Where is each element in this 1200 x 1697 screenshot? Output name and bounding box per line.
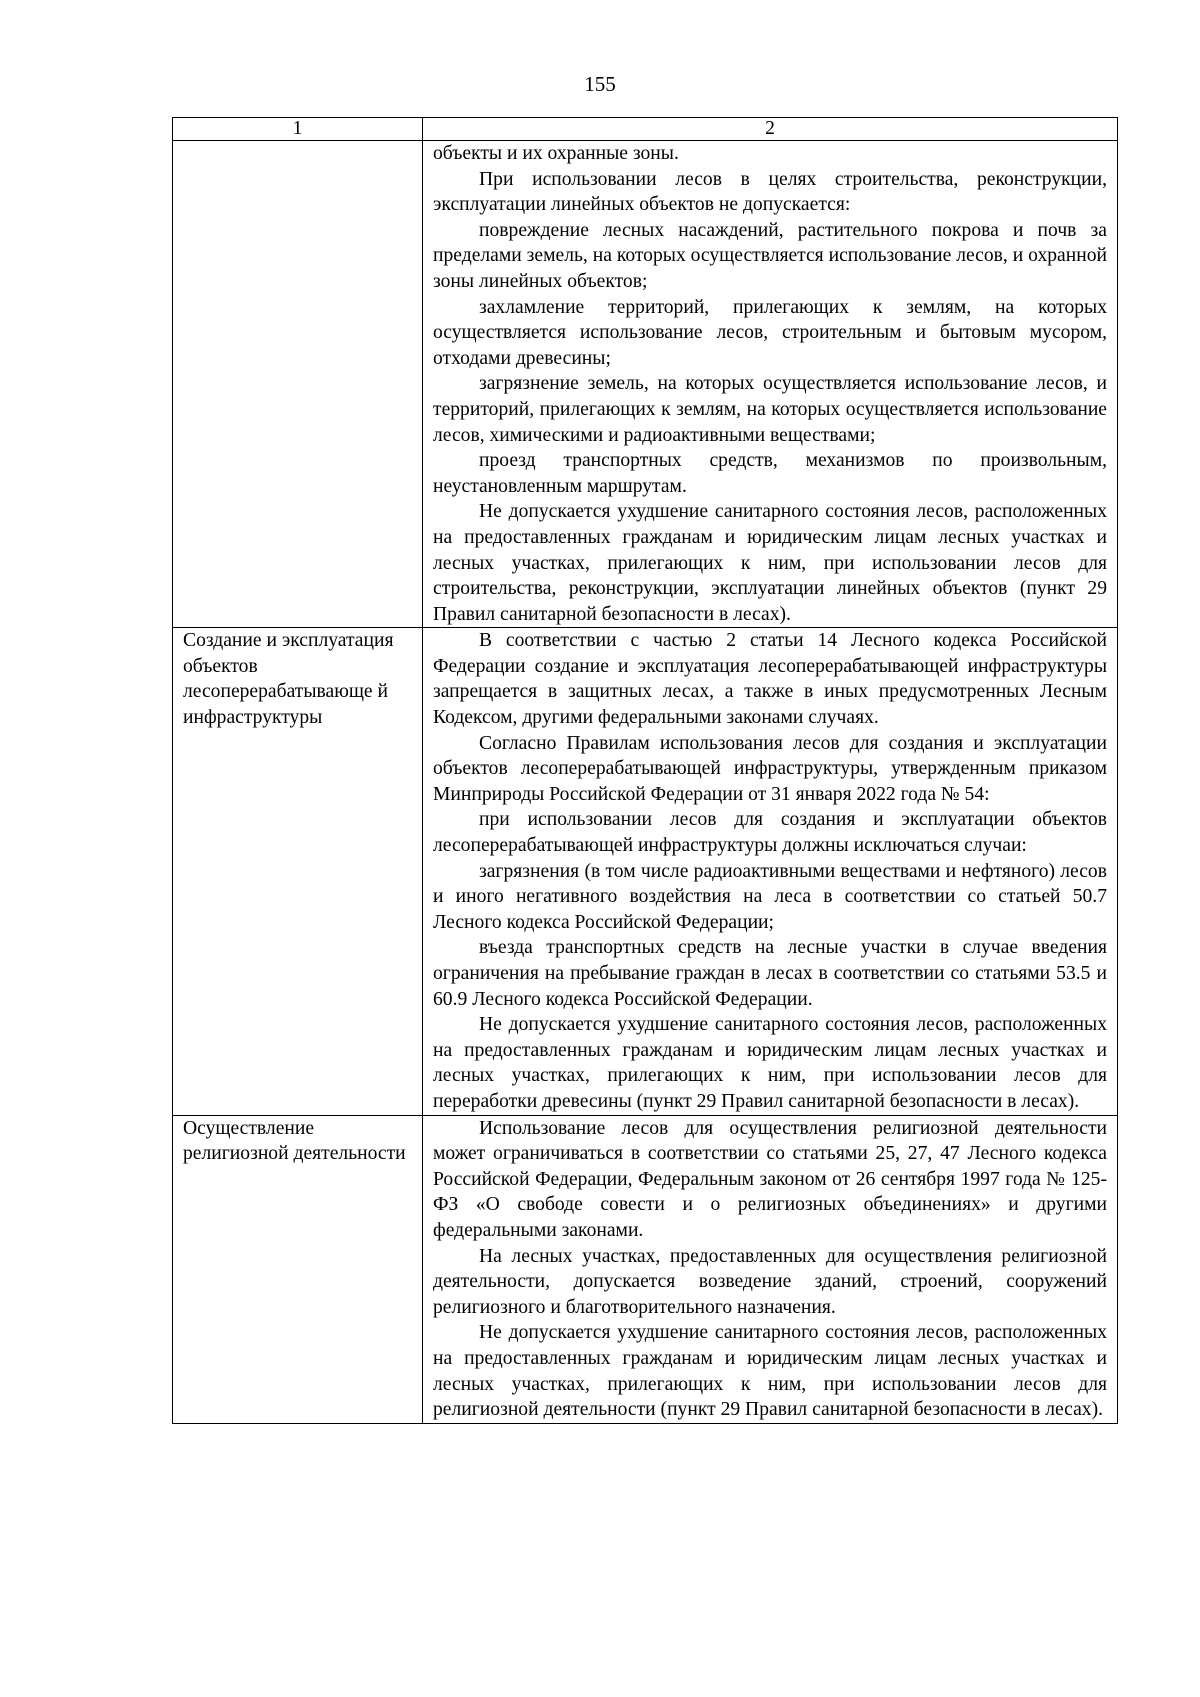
paragraph: При использовании лесов в целях строительства, реконструкции, эксплуатации линейных объектов не допускается: bbox=[433, 168, 1107, 216]
regulation-table bbox=[172, 117, 1118, 1424]
paragraph: Согласно Правилам использования лесов для создания и эксплуатации объектов лесоперерабатывающей инфраструктуры, утвержденным приказом Минприроды Российской Федерации от 31 января 2022 года № 54: bbox=[433, 732, 1107, 805]
paragraph: Не допускается ухудшение санитарного состояния лесов, расположенных на предоставленных гражданам и юридическим лицам лесных участках и лесных участках, прилегающих к ним, при использовании лесов для переработки древесины (пункт 29 Правил санитарной безопасности в лесах). bbox=[433, 1014, 1107, 1112]
paragraph: Использование лесов для осуществления религиозной деятельности может ограничиваться в соответствии со статьями 25, 27, 47 Лесного кодекса Российской Федерации, Федеральным законом от 26 сентября 1997 года № 125-ФЗ «О свободе совести и о религиозных объединениях» и другими федеральными законами. bbox=[433, 1117, 1107, 1241]
page-number: 155 bbox=[584, 72, 616, 96]
paragraph: при использовании лесов для создания и эксплуатации объектов лесоперерабатывающей инфраструктуры должны исключаться случаи: bbox=[433, 809, 1107, 857]
activity-cell bbox=[173, 141, 423, 628]
paragraph: повреждение лесных насаждений, растительного покрова и почв за пределами земель, на которых осуществляется использование лесов, и охранной зоны линейных объектов; bbox=[433, 219, 1107, 292]
paragraph: В соответствии с частью 2 статьи 14 Лесного кодекса Российской Федерации создание и эксплуатация лесоперерабатывающей инфраструктуры запрещается в защитных лесах, а также в иных предусмотренных Лесным Кодексом, другими федеральными законами случаях. bbox=[433, 630, 1107, 729]
description-cell bbox=[423, 141, 1118, 628]
table-header-row bbox=[173, 118, 1118, 141]
description-cell bbox=[423, 1115, 1118, 1423]
paragraph: На лесных участках, предоставленных для осуществления религиозной деятельности, допускается возведение зданий, строений, сооружений религиозного и благотворительного назначения. bbox=[433, 1245, 1107, 1318]
description-cell bbox=[423, 628, 1118, 1115]
column-header-2: 2 bbox=[423, 118, 1118, 141]
table-row bbox=[173, 628, 1118, 1115]
table-row bbox=[173, 141, 1118, 628]
paragraph: загрязнение земель, на которых осуществляется использование лесов, и территорий, прилегающих к землям, на которых осуществляется использование лесов, химическими и радиоактивными веществами; bbox=[433, 373, 1107, 446]
paragraph: захламление территорий, прилегающих к землям, на которых осуществляется использование лесов, строительным и бытовым мусором, отходами древесины; bbox=[433, 296, 1107, 369]
column-header-1: 1 bbox=[173, 118, 423, 141]
paragraph: объекты и их охранные зоны. bbox=[433, 143, 679, 164]
activity-cell: Осуществление религиозной деятельности bbox=[173, 1115, 423, 1423]
paragraph: въезда транспортных средств на лесные участки в случае введения ограничения на пребывание граждан в лесах в соответствии со статьями 53.5 и 60.9 Лесного кодекса Российской Федерации. bbox=[433, 937, 1107, 1010]
table-row bbox=[173, 1115, 1118, 1423]
activity-cell: Создание и эксплуатация объектов лесоперерабатывающе й инфраструктуры bbox=[173, 628, 423, 1115]
paragraph: проезд транспортных средств, механизмов по произвольным, неустановленным маршрутам. bbox=[433, 450, 1107, 497]
paragraph: загрязнения (в том числе радиоактивными веществами и нефтяного) лесов и иного негативного воздействия на леса в соответствии со статьей 50.7 Лесного кодекса Российской Федерации; bbox=[433, 860, 1107, 933]
paragraph: Не допускается ухудшение санитарного состояния лесов, расположенных на предоставленных гражданам и юридическим лицам лесных участках и лесных участках, прилегающих к ним, при использовании лесов для религиозной деятельности (пункт 29 Правил санитарной безопасности в лесах). bbox=[433, 1322, 1107, 1421]
paragraph: Не допускается ухудшение санитарного состояния лесов, расположенных на предоставленных гражданам и юридическим лицам лесных участках и лесных участках, прилегающих к ним, при использовании лесов для строительства, реконструкции, эксплуатации линейных объектов (пункт 29 Правил санитарной безопасности в лесах). bbox=[433, 501, 1107, 625]
